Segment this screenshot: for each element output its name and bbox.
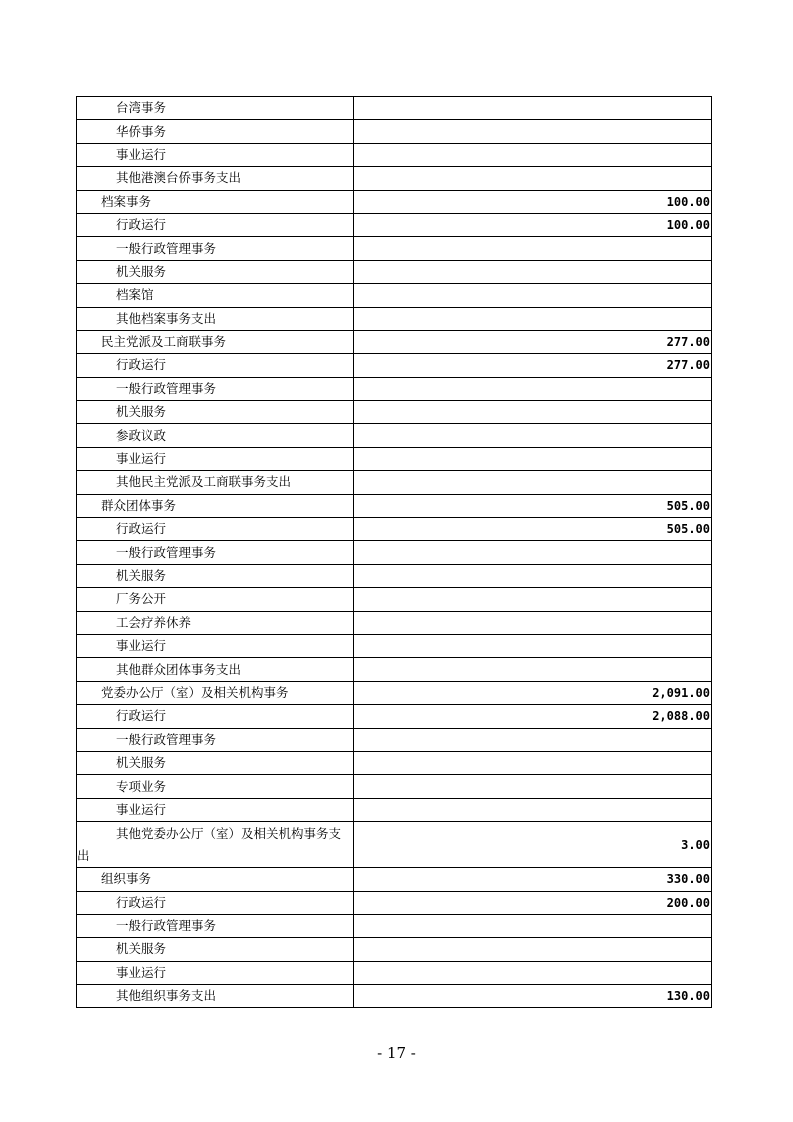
item-name: 档案馆 (116, 287, 154, 303)
table-row (77, 120, 712, 143)
table-body (77, 97, 712, 1008)
item-name: 专项业务 (116, 778, 167, 794)
item-name: 事业运行 (116, 964, 167, 980)
table-row (77, 424, 712, 447)
amount-cell (354, 541, 712, 564)
item-name: 台湾事务 (116, 100, 167, 116)
table-row (77, 588, 712, 611)
item-name-cell (77, 798, 354, 821)
item-name: 机关服务 (116, 941, 167, 957)
item-name-cell (77, 190, 354, 213)
item-name-cell (77, 494, 354, 517)
item-name-cell (77, 354, 354, 377)
table-row (77, 681, 712, 704)
table-row (77, 564, 712, 587)
item-name: 群众团体事务 (101, 497, 177, 513)
amount-cell (354, 914, 712, 937)
amount-cell (354, 237, 712, 260)
amount-cell: 130.00 (354, 985, 712, 1008)
table-row (77, 658, 712, 681)
table-row (77, 634, 712, 657)
item-name-cell (77, 518, 354, 541)
item-name-cell (77, 868, 354, 891)
amount-cell (354, 728, 712, 751)
amount-cell: 505.00 (354, 494, 712, 517)
item-name: 事业运行 (116, 451, 167, 467)
item-name-cell (77, 424, 354, 447)
item-name: 档案事务 (101, 193, 152, 209)
item-name: 厂务公开 (116, 591, 167, 607)
item-name-cell (77, 564, 354, 587)
amount-cell: 330.00 (354, 868, 712, 891)
table-row (77, 611, 712, 634)
item-name-cell (77, 541, 354, 564)
item-name: 事业运行 (116, 146, 167, 162)
table-row (77, 822, 712, 868)
amount-cell (354, 775, 712, 798)
table-row (77, 751, 712, 774)
table-row (77, 868, 712, 891)
item-name: 行政运行 (116, 217, 167, 233)
item-name-cell (77, 775, 354, 798)
page-number: - 17 - (377, 1044, 416, 1062)
item-name-cell (77, 914, 354, 937)
item-name-cell (77, 401, 354, 424)
item-name: 行政运行 (116, 521, 167, 537)
amount-cell: 2,091.00 (354, 681, 712, 704)
item-name-cell (77, 260, 354, 283)
table-row (77, 471, 712, 494)
table-row (77, 541, 712, 564)
item-name-cell (77, 377, 354, 400)
table-row (77, 798, 712, 821)
item-name: 机关服务 (116, 755, 167, 771)
item-name: 一般行政管理事务 (116, 544, 217, 560)
item-name-cell (77, 307, 354, 330)
table-row (77, 190, 712, 213)
item-name-cell (77, 330, 354, 353)
item-name-cell (77, 447, 354, 470)
item-name: 组织事务 (101, 871, 152, 887)
table-row (77, 914, 712, 937)
amount-cell: 277.00 (354, 354, 712, 377)
amount-cell (354, 447, 712, 470)
amount-cell: 100.00 (354, 190, 712, 213)
item-name-cell (77, 284, 354, 307)
table-row (77, 494, 712, 517)
amount-cell (354, 588, 712, 611)
item-name-cell (77, 611, 354, 634)
item-name: 一般行政管理事务 (116, 731, 217, 747)
item-name: 其他档案事务支出 (116, 310, 217, 326)
item-name: 机关服务 (116, 263, 167, 279)
item-name-cell (77, 961, 354, 984)
item-name: 事业运行 (116, 801, 167, 817)
item-name-cell (77, 213, 354, 236)
item-name-cell (77, 634, 354, 657)
amount-cell (354, 97, 712, 120)
item-name-cell (77, 891, 354, 914)
table-row (77, 728, 712, 751)
item-name-cell (77, 985, 354, 1008)
amount-cell: 100.00 (354, 213, 712, 236)
item-name-cell (77, 120, 354, 143)
amount-cell: 200.00 (354, 891, 712, 914)
table-row (77, 354, 712, 377)
table-row (77, 891, 712, 914)
table-row (77, 377, 712, 400)
item-name-cell (77, 822, 354, 868)
item-name: 行政运行 (116, 894, 167, 910)
table-row (77, 985, 712, 1008)
table-row (77, 167, 712, 190)
amount-cell (354, 564, 712, 587)
amount-cell (354, 424, 712, 447)
amount-cell (354, 471, 712, 494)
table-row (77, 213, 712, 236)
item-name: 一般行政管理事务 (116, 380, 217, 396)
table-row (77, 237, 712, 260)
amount-cell: 505.00 (354, 518, 712, 541)
amount-cell (354, 167, 712, 190)
item-name: 事业运行 (116, 638, 167, 654)
table-row (77, 307, 712, 330)
amount-cell (354, 751, 712, 774)
item-name: 机关服务 (116, 404, 167, 420)
table-row (77, 330, 712, 353)
table-row (77, 401, 712, 424)
item-name: 一般行政管理事务 (116, 240, 217, 256)
item-name-cell (77, 143, 354, 166)
item-name: 行政运行 (116, 357, 167, 373)
table-row (77, 518, 712, 541)
item-name: 民主党派及工商联事务 (101, 334, 227, 350)
amount-cell: 2,088.00 (354, 705, 712, 728)
item-name-cell (77, 167, 354, 190)
amount-cell (354, 120, 712, 143)
amount-cell: 3.00 (354, 822, 712, 868)
item-name: 机关服务 (116, 568, 167, 583)
item-name: 其他群众团体事务支出 (116, 661, 242, 677)
item-name-cell (77, 705, 354, 728)
amount-cell (354, 611, 712, 634)
item-name-cell (77, 728, 354, 751)
amount-cell (354, 961, 712, 984)
item-name-cell (77, 658, 354, 681)
table-row (77, 447, 712, 470)
amount-cell (354, 307, 712, 330)
table-row (77, 284, 712, 307)
amount-cell (354, 798, 712, 821)
amount-cell (354, 938, 712, 961)
amount-cell (354, 658, 712, 681)
item-name: 工会疗养休养 (116, 614, 192, 630)
item-name: 其他港澳台侨事务支出 (116, 170, 242, 186)
amount-cell (354, 377, 712, 400)
amount-cell (354, 284, 712, 307)
item-name: 行政运行 (116, 708, 167, 724)
amount-cell (354, 634, 712, 657)
item-name-cell (77, 97, 354, 120)
table-row (77, 705, 712, 728)
item-name: 一般行政管理事务 (116, 918, 217, 934)
item-name-cell (77, 681, 354, 704)
item-name: 华侨事务 (116, 123, 167, 139)
amount-cell (354, 143, 712, 166)
item-name-cell (77, 588, 354, 611)
item-name-cell (77, 938, 354, 961)
amount-cell (354, 401, 712, 424)
item-name: 党委办公厅（室）及相关机构事务 (101, 684, 289, 700)
item-name: 参政议政 (116, 427, 167, 443)
amount-cell: 277.00 (354, 330, 712, 353)
item-name: 其他组织事务支出 (116, 988, 217, 1004)
item-name-cell (77, 237, 354, 260)
item-name-cell (77, 751, 354, 774)
item-name-cell (77, 471, 354, 494)
amount-cell (354, 260, 712, 283)
table-row (77, 961, 712, 984)
table-row (77, 775, 712, 798)
table-row (77, 938, 712, 961)
budget-expenditure-table (76, 96, 712, 1008)
table-row (77, 260, 712, 283)
table-row (77, 97, 712, 120)
item-name: 其他党委办公厅（室）及相关机构事务支出 (77, 825, 342, 863)
table-row (77, 143, 712, 166)
item-name: 其他民主党派及工商联事务支出 (116, 474, 292, 490)
